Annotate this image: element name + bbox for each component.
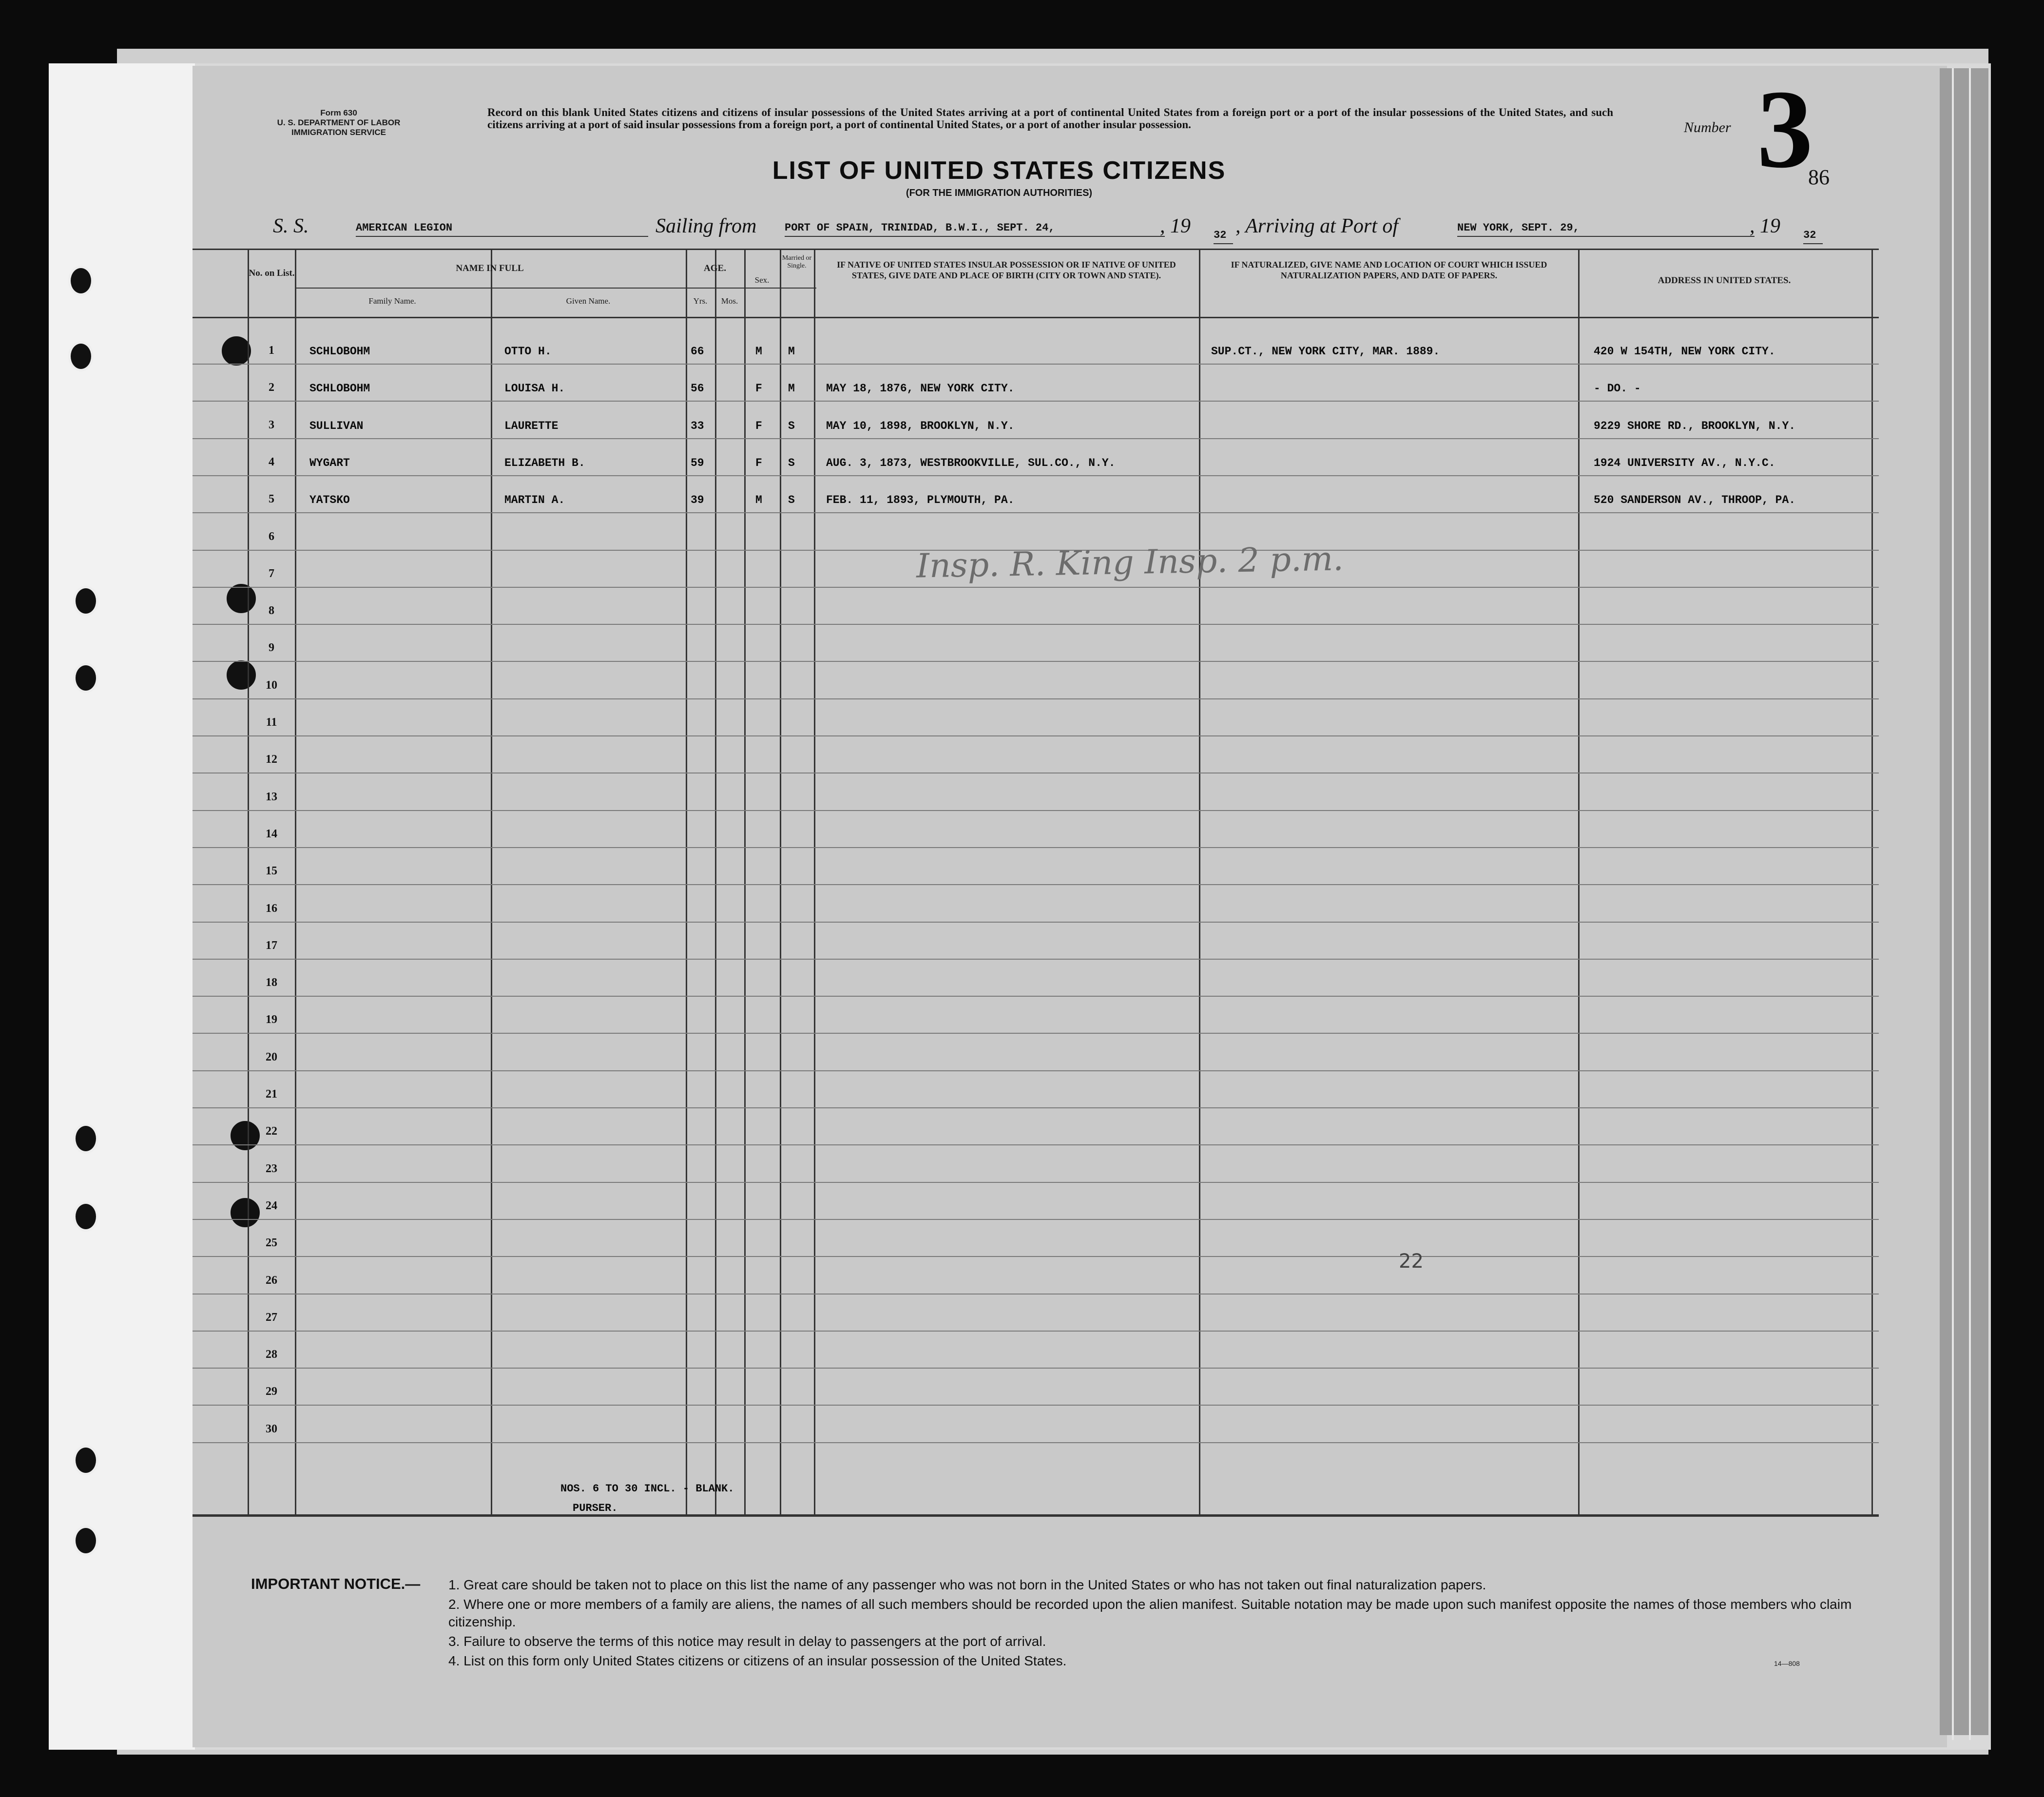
row-number: 28: [266, 1348, 277, 1361]
us-address: 420 W 154TH, NEW YORK CITY.: [1594, 345, 1775, 358]
form-department: U. S. DEPARTMENT OF LABOR: [277, 118, 401, 127]
row-rule: [193, 438, 1879, 439]
year2-prefix: , 19: [1750, 215, 1780, 237]
birth-info: MAY 10, 1898, BROOKLYN, N.Y.: [826, 419, 1015, 432]
row-number: 19: [266, 1013, 277, 1026]
notice-item: 3. Failure to observe the terms of this notice may result in delay to passengers at the port of arrival.: [448, 1634, 1046, 1649]
form-number: Form 630: [320, 108, 357, 117]
row-number: 4: [269, 455, 274, 468]
col-head-yrs: Yrs.: [693, 296, 708, 306]
page-edges: [1940, 68, 1988, 1735]
row-rule: [193, 1144, 1879, 1145]
row-rule: [193, 364, 1879, 365]
sailing-from: PORT OF SPAIN, TRINIDAD, B.W.I., SEPT. 24,: [785, 222, 1165, 237]
col-head-no: No. on List.: [249, 268, 295, 278]
sex: F: [755, 456, 762, 469]
punch-hole: [73, 1123, 98, 1154]
row-number: 5: [269, 493, 274, 506]
given-name: OTTO H.: [504, 345, 552, 358]
family-name: SCHLOBOHM: [309, 345, 370, 358]
row-rule: [193, 996, 1879, 997]
col-head-name: NAME IN FULL: [456, 263, 524, 273]
arriving-label: , Arriving at Port of: [1235, 215, 1399, 237]
sex: F: [755, 419, 762, 432]
row-rule: [193, 1107, 1879, 1108]
row-number: 20: [266, 1050, 277, 1063]
marital-status: M: [788, 382, 795, 395]
row-number: 15: [266, 865, 277, 878]
binding-strip: [49, 63, 195, 1750]
col-head-sex: Sex.: [754, 275, 770, 285]
us-address: - DO. -: [1594, 382, 1641, 395]
sailing-label: Sailing from: [656, 215, 757, 237]
row-number: 3: [269, 418, 274, 431]
form-service: IMMIGRATION SERVICE: [291, 128, 386, 137]
year2-value: 32: [1803, 229, 1823, 244]
ship-name: AMERICAN LEGION: [356, 222, 648, 237]
sex: M: [755, 345, 762, 358]
row-rule: [193, 735, 1879, 736]
subheader-rule: [295, 288, 816, 289]
col-head-address: ADDRESS IN UNITED STATES.: [1658, 275, 1791, 286]
row-number: 6: [269, 530, 274, 543]
us-address: 1924 UNIVERSITY AV., N.Y.C.: [1594, 456, 1775, 469]
sex: F: [755, 382, 762, 395]
birth-info: AUG. 3, 1873, WESTBROOKVILLE, SUL.CO., N.Y.: [826, 456, 1116, 469]
row-rule: [193, 1070, 1879, 1071]
given-name: LOUISA H.: [504, 382, 565, 395]
row-rule: [193, 884, 1879, 885]
table-bottom-rule: [193, 1514, 1879, 1517]
punch-hole: [68, 341, 94, 371]
row-number: 10: [266, 678, 277, 692]
family-name: YATSKO: [309, 494, 350, 507]
col-head-naturalized: IF NATURALIZED, GIVE NAME AND LOCATION OF COURT WHICH ISSUED NATURALIZATION PAPERS, AND DATE OF PAPERS.: [1231, 260, 1547, 280]
page-edge-line: [1952, 68, 1954, 1740]
purser-signature: PURSER.: [573, 1502, 618, 1514]
us-address: 520 SANDERSON AV., THROOP, PA.: [1594, 494, 1796, 507]
punch-hole: [68, 266, 94, 296]
row-rule: [193, 698, 1879, 699]
header-bottom-rule: [193, 317, 1879, 318]
birth-info: FEB. 11, 1893, PLYMOUTH, PA.: [826, 494, 1015, 507]
marital-status: S: [788, 456, 795, 469]
col-head-married: Married or Single.: [782, 254, 812, 270]
sheet-subnumber: 86: [1808, 165, 1830, 189]
number-label: Number: [1684, 119, 1731, 135]
punch-hole: [73, 1445, 98, 1475]
form-identifier: [258, 108, 419, 137]
row-rule: [193, 475, 1879, 476]
row-rule: [193, 1331, 1879, 1332]
arriving-port: NEW YORK, SEPT. 29,: [1457, 222, 1755, 237]
row-rule: [193, 624, 1879, 625]
row-rule: [193, 810, 1879, 811]
row-number: 17: [266, 939, 277, 952]
page-subtitle: (FOR THE IMMIGRATION AUTHORITIES): [906, 188, 1093, 198]
row-rule: [193, 1033, 1879, 1034]
row-number: 2: [269, 381, 274, 394]
given-name: ELIZABETH B.: [504, 456, 585, 469]
row-number: 21: [266, 1088, 277, 1101]
row-number: 14: [266, 827, 277, 840]
col-head-age: AGE.: [704, 263, 726, 273]
given-name: LAURETTE: [504, 419, 559, 432]
col-head-given: Given Name.: [566, 296, 611, 306]
family-name: WYGART: [309, 456, 350, 469]
row-rule: [193, 1182, 1879, 1183]
row-number: 8: [269, 604, 274, 618]
header-instructions: Record on this blank United States citizens and citizens of insular possessions of the United States arriving at a port of continental United States from a foreign port or a port of the insular possessions of the United States, and such citizens arriving at a port of said insular possessions from a foreign port, a port of continental United States, or a port of another insular possession.: [487, 106, 1613, 131]
row-number: 13: [266, 790, 277, 803]
row-number: 27: [266, 1311, 277, 1324]
notice-item: 2. Where one or more members of a family are aliens, the names of all such members should be recorded upon the alien manifest. Suitable notation may be made upon such manifest opposite the names of those members who claim citizenship.: [448, 1597, 1852, 1629]
col-head-family: Family Name.: [368, 296, 416, 306]
row-number: 18: [266, 976, 277, 989]
notice-heading: IMPORTANT NOTICE.—: [251, 1575, 421, 1592]
row-rule: [193, 847, 1879, 848]
row-rule: [193, 587, 1879, 588]
col-head-birth: IF NATIVE OF UNITED STATES INSULAR POSSESSION OR IF NATIVE OF UNITED STATES, GIVE DATE AND PLACE OF BIRTH (CITY OR TOWN AND STATE).: [837, 260, 1176, 280]
sheet-number: 3: [1757, 67, 1813, 191]
punch-hole: [73, 1526, 98, 1556]
row-number: 29: [266, 1385, 277, 1398]
row-rule: [193, 1405, 1879, 1406]
sex: M: [755, 494, 762, 507]
given-name: MARTIN A.: [504, 494, 565, 507]
row-rule: [193, 401, 1879, 402]
row-number: 7: [269, 567, 274, 580]
notice-item: 4. List on this form only United States citizens or citizens of an insular possession of the United States.: [448, 1653, 1067, 1668]
page-title: LIST OF UNITED STATES CITIZENS: [772, 156, 1226, 185]
row-number: 11: [266, 716, 277, 729]
blank-rows-note: NOS. 6 TO 30 INCL. - BLANK.: [560, 1483, 734, 1495]
year1-prefix: , 19: [1160, 215, 1191, 237]
row-rule: [193, 1368, 1879, 1369]
naturalization-info: SUP.CT., NEW YORK CITY, MAR. 1889.: [1211, 345, 1440, 358]
col-head-mos: Mos.: [721, 296, 738, 306]
punch-hole: [73, 663, 98, 693]
row-number: 1: [269, 344, 274, 357]
family-name: SCHLOBOHM: [309, 382, 370, 395]
row-number: 22: [266, 1125, 277, 1138]
row-rule: [193, 1294, 1879, 1295]
row-rule: [193, 1256, 1879, 1257]
row-number: 9: [269, 641, 274, 655]
page-edge-line: [1969, 68, 1971, 1740]
year1-value: 32: [1214, 229, 1233, 244]
row-number: 16: [266, 902, 277, 915]
row-number: 24: [266, 1199, 277, 1212]
printer-mark: 14—808: [1774, 1660, 1800, 1667]
marital-status: S: [788, 419, 795, 432]
marital-status: S: [788, 494, 795, 507]
birth-info: MAY 18, 1876, NEW YORK CITY.: [826, 382, 1015, 395]
age-years: 66: [691, 345, 704, 358]
row-number: 25: [266, 1237, 277, 1250]
row-rule: [193, 661, 1879, 662]
manifest-table: [193, 249, 1879, 1516]
ss-label: S. S.: [273, 215, 309, 237]
age-years: 56: [691, 382, 704, 395]
punch-hole: [73, 586, 98, 616]
family-name: SULLIVAN: [309, 419, 364, 432]
row-rule: [193, 959, 1879, 960]
marital-status: M: [788, 345, 795, 358]
age-years: 59: [691, 456, 704, 469]
row-rule: [193, 1219, 1879, 1220]
pencil-mark: 22: [1399, 1250, 1424, 1273]
row-rule: [193, 512, 1879, 513]
row-rule: [193, 922, 1879, 923]
row-number: 12: [266, 753, 277, 766]
age-years: 33: [691, 419, 704, 432]
age-years: 39: [691, 494, 704, 507]
row-number: 30: [266, 1422, 277, 1435]
notice-item: 1. Great care should be taken not to place on this list the name of any passenger who was not born in the United States or who has not taken out final naturalization papers.: [448, 1577, 1486, 1592]
row-number: 26: [266, 1274, 277, 1287]
us-address: 9229 SHORE RD., BROOKLYN, N.Y.: [1594, 419, 1796, 432]
row-number: 23: [266, 1162, 277, 1175]
punch-hole: [73, 1201, 98, 1232]
row-rule: [193, 1442, 1879, 1443]
inspector-stamp: Insp. R. King Insp. 2 p.m.: [916, 540, 1344, 586]
